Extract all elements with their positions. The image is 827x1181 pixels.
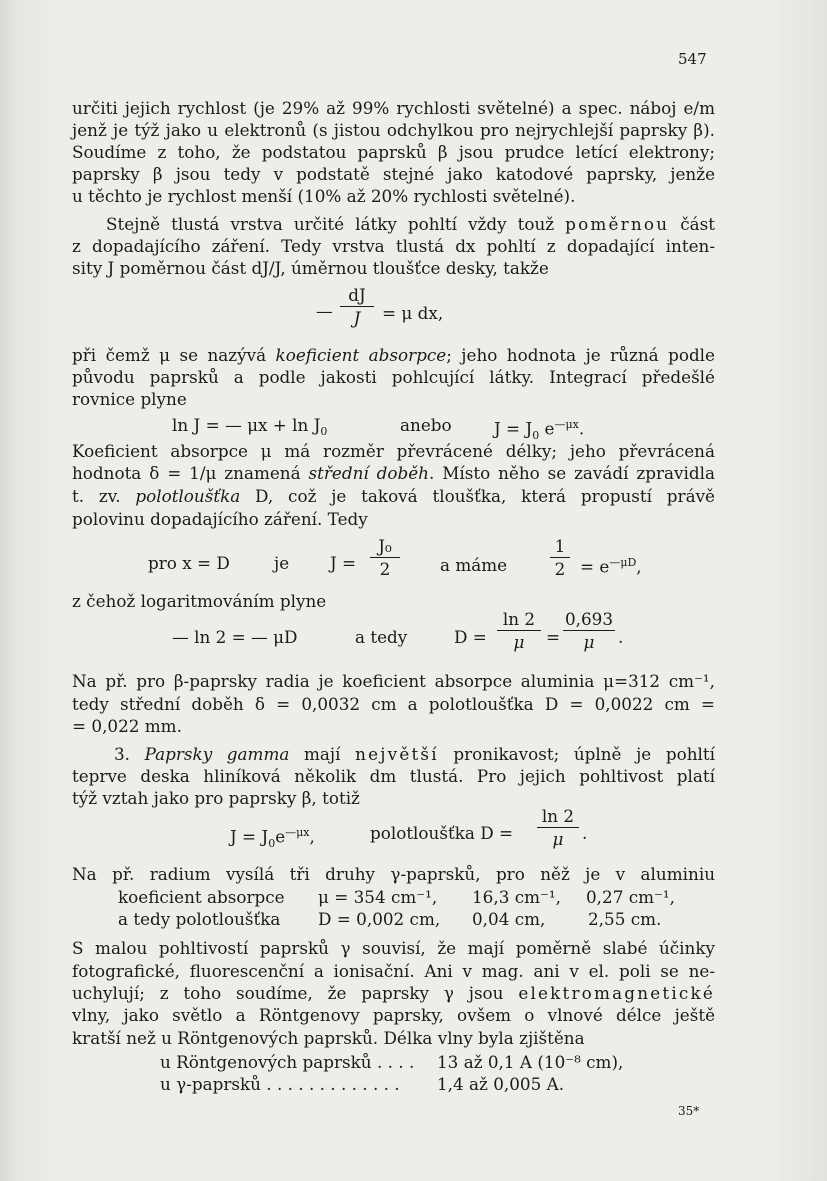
text-line: původu paprsků a podle jakosti pohlcující látky. Integrací předešlé xyxy=(72,367,715,387)
text-line: z čehož logaritmováním plyne xyxy=(72,591,327,611)
text-line: uchylují; z toho soudíme, že paprsky γ jsou elektromagnetické xyxy=(72,983,715,1003)
page-number: 547 xyxy=(678,50,707,68)
text-line: hodnota δ = 1/μ znamená střední doběh. Místo něho se zavádí zpravidla xyxy=(72,463,715,483)
text-line: polovinu dopadajícího záření. Tedy xyxy=(72,509,368,529)
text-line: určiti jejich rychlost (je 29% až 99% rychlosti světelné) a spec. náboj e/m xyxy=(72,98,715,118)
text-line: S malou pohltivostí paprsků γ souvisí, že mají poměrně slabé účinky xyxy=(72,938,715,958)
text-line: kratší než u Röntgenových paprsků. Délka vlny byla zjištěna xyxy=(72,1028,585,1048)
text-line: Koeficient absorpce μ má rozměr převrácené délky; jeho převrácená xyxy=(72,441,715,461)
text-line: sity J poměrnou část dJ/J, úměrnou tloušťce desky, takže xyxy=(72,258,549,278)
text-line: u těchto je rychlost menší (10% až 20% rychlosti světelné). xyxy=(72,186,576,206)
text-line: paprsky β jsou tedy v podstatě stejné jako katodové paprsky, jenže xyxy=(72,164,715,184)
text-line: týž vztah jako pro paprsky β, totiž xyxy=(72,788,360,808)
text-line: při čemž μ se nazývá koeficient absorpce; jeho hodnota je různá podle xyxy=(72,345,715,365)
text-line: vlny, jako světlo a Röntgenovy paprsky, ovšem o vlnové délce ještě xyxy=(72,1005,715,1025)
text-line: teprve deska hliníková několik dm tlustá. Pro jejich pohltivost platí xyxy=(72,766,715,786)
text-line: Na př. pro β-paprsky radia je koeficient absorpce aluminia μ=312 cm⁻¹, xyxy=(72,671,715,691)
text-line: tedy střední doběh δ = 0,0032 cm a polotloušťka D = 0,0022 cm = xyxy=(72,694,715,714)
text-line: Na př. radium vysílá tři druhy γ-paprsků, pro něž je v aluminiu xyxy=(72,864,715,884)
paragraph-start: Stejně tlustá vrstva určité látky pohltí vždy touž poměrnou část xyxy=(106,214,715,234)
paragraph-start: 3. Paprsky gamma mají největší pronikavost; úplně je pohltí xyxy=(114,744,715,764)
text-line: jenž je týž jako u elektronů (s jistou odchylkou pro nejrychlejší paprsky β). xyxy=(72,120,715,140)
text-line: = 0,022 mm. xyxy=(72,716,182,736)
sheet-mark: 35* xyxy=(678,1104,700,1118)
text-line: rovnice plyne xyxy=(72,389,187,409)
text-line: Soudíme z toho, že podstatou paprsků β jsou prudce letící elektrony; xyxy=(72,142,715,162)
text-line: t. zv. polotloušťka D, což je taková tloušťka, která propustí právě xyxy=(72,486,715,506)
text-line: fotografické, fluorescenční a ionisační. Ani v mag. ani v el. poli se ne- xyxy=(72,961,715,981)
book-page: 547 určiti jejich rychlost (je 29% až 99% rychlosti světelné) a spec. náboj e/m jenž je týž jako u elektronů (s jistou odchylkou pro nejrychlejší paprsky β). Soudíme z toho, že podstatou paprsků β jsou prudce letící elektrony; paprsky β jsou tedy v podstatě stejné jako katodové paprsky, jenže u těchto je rychlost menší (10% až 20% rychlosti světelné). Stejně tlustá vrstva určité látky pohltí vždy touž poměrnou část z dopadajícího záření. Tedy vrstva tlustá dx pohltí z dopadající inten- sity J poměrnou část dJ/J, úměrnou tloušťce desky, takže — dJ J = μ dx, při čemž μ se nazývá koeficient absorpce; jeho hodnota je různá podle původu paprsků a podle jakosti pohlcující látky. Integrací předešlé rovnice plyne ln J = — $\mu x + \ln J_0$ anebo $J = J_0$ $e^{—\mu x}$. Koeficient absorpce μ má rozměr převrácené délky; jeho převrácená hodnota δ = 1/μ znamená střední doběh. Místo něho se zavádí zpravidla t. zv. polotloušťka D, což je taková tloušťka, která propustí právě polovinu dopadajícího záření. Tedy pro x = D je J = J₀ 2 a máme 1 2 = $e^{—\mu D}$, z čehož logaritmováním plyne — ln 2 = — μD a tedy D = ln 2 μ = 0,693 μ . Na př. pro β-paprsky radia je koeficient absorpce aluminia μ=312 cm⁻¹, tedy střední doběh δ = 0,0032 cm a polotloušťka D = 0,0022 cm = = 0,022 mm. 3. Paprsky gamma mají největší pronikavost; úplně je pohltí teprve deska hliníková několik dm tlustá. Pro jejich pohltivost platí týž vztah jako pro paprsky β, totiž $J = J_0e^{—\mu x}$, polotloušťka D = ln 2 μ . Na př. radium vysílá tři druhy γ-paprsků, pro něž je v aluminiu koeficient absorpce μ = 354 cm⁻¹, 16,3 cm⁻¹, 0,27 cm⁻¹, a tedy polotloušťka D = 0,002 cm, 0,04 cm, 2,55 cm. S malou pohltivostí paprsků γ souvisí, že mají poměrně slabé účinky fotografické, fluorescenční a ionisační. Ani v mag. ani v el. poli se ne- uchylují; z toho soudíme, že paprsky γ jsou elektromagnetické vlny, jako světlo a Röntgenovy paprsky, ovšem o vlnové délce ještě kratší než u Röntgenových paprsků. Délka vlny byla zjištěna u Röntgenových paprsků . . . . 13 až 0,1 A (10⁻⁸ cm), u γ-paprsků . . . . . . . . . . . . . 1,4 až 0,005 A. 35* xyxy=(0,0,827,1181)
text-line: z dopadajícího záření. Tedy vrstva tlustá dx pohltí z dopadající inten- xyxy=(72,236,715,256)
